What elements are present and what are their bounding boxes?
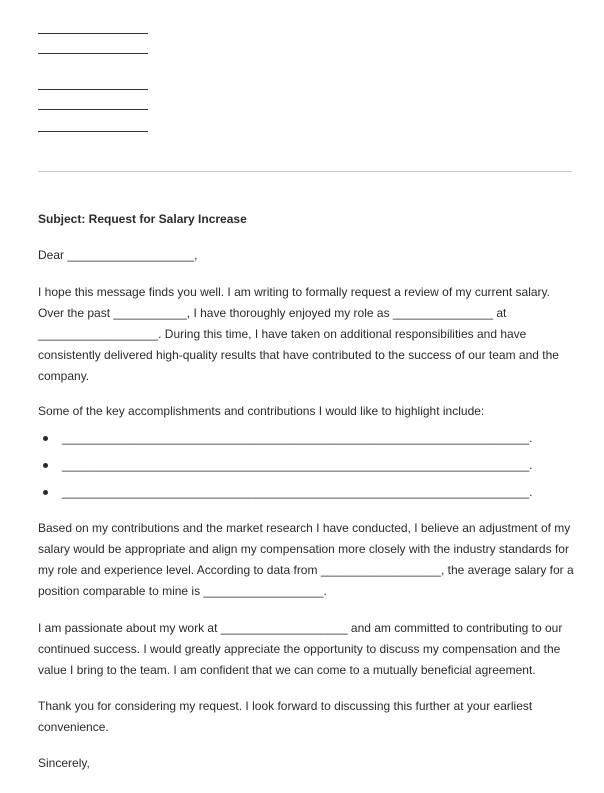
list-item: ______________________________________________________________________. bbox=[38, 482, 574, 509]
list-item: ______________________________________________________________________. bbox=[38, 428, 574, 455]
subject-line: Subject: Request for Salary Increase bbox=[38, 212, 247, 226]
address-blank-line bbox=[38, 89, 148, 90]
paragraph-thanks: Thank you for considering my request. I look forward to discussing this further at your earliest convenience. bbox=[38, 699, 533, 734]
address-blank-line bbox=[38, 53, 148, 54]
horizontal-divider bbox=[38, 171, 572, 172]
paragraph-accomplishments-lead: Some of the key accomplishments and contributions I would like to highlight include: bbox=[38, 404, 485, 418]
paragraph-intro: I hope this message finds you well. I am writing to formally request a review of my current salary. Over the past ___________, I have thoroughly enjoyed my role as _______________ at __________________. During this time, I have taken on additional responsibilities and have consistently delivered high-quality results that have contributed to the success of our team and the company. bbox=[38, 285, 559, 383]
accomplishments-list bbox=[38, 428, 574, 509]
list-item: ______________________________________________________________________. bbox=[38, 455, 574, 482]
address-blank-line bbox=[38, 33, 148, 34]
address-blank-line bbox=[38, 131, 148, 132]
closing: Sincerely, bbox=[38, 756, 90, 770]
paragraph-commitment: I am passionate about my work at ___________________ and am committed to contributing to our continued success. I would greatly appreciate the opportunity to discuss my compensation and the value I bring to the team. I am confident that we can come to a mutually beneficial agreement. bbox=[38, 621, 563, 677]
paragraph-market-research: Based on my contributions and the market research I have conducted, I believe an adjustment of my salary would be appropriate and align my compensation more closely with the industry standards for my role and experience level. According to data from __________________, the average salary for a position comparable to mine is __________________. bbox=[38, 521, 574, 598]
salutation: Dear ___________________, bbox=[38, 248, 198, 262]
address-blank-line bbox=[38, 109, 148, 110]
